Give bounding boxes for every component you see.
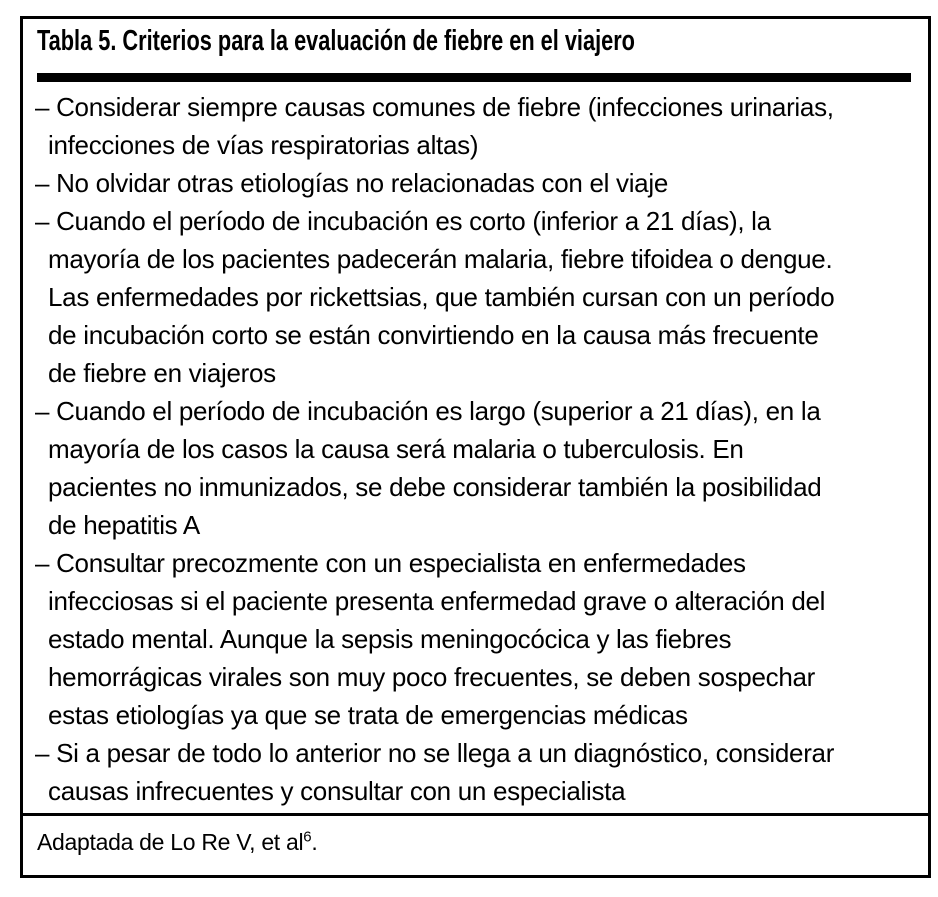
criteria-line: hemorrágicas virales son muy poco frecuentes, se deben sospechar (48, 662, 815, 692)
criteria-line: de fiebre en viajeros (48, 358, 276, 388)
criteria-item (35, 164, 924, 202)
criteria-line: – Cuando el período de incubación es largo (superior a 21 días), en la (35, 396, 821, 426)
criteria-item (35, 544, 924, 734)
criteria-line: – Consultar precozmente con un especialista en enfermedades (35, 548, 746, 578)
criteria-item (35, 202, 924, 392)
criteria-line: de hepatitis A (48, 510, 200, 540)
criteria-item (35, 88, 924, 164)
criteria-line: – Si a pesar de todo lo anterior no se llega a un diagnóstico, considerar (35, 738, 835, 768)
footnote-text: Adaptada de Lo Re V, et al (37, 829, 304, 855)
criteria-line: – No olvidar otras etiologías no relacionadas con el viaje (35, 168, 668, 198)
criteria-line: estas etiologías ya que se trata de emergencias médicas (48, 700, 688, 730)
criteria-line: Las enfermedades por rickettsias, que también cursan con un período (48, 282, 835, 312)
criteria-list (23, 82, 928, 813)
criteria-line: mayoría de los pacientes padecerán malaria, fiebre tifoidea o dengue. (48, 244, 833, 274)
criteria-item (35, 734, 924, 810)
criteria-line: infecciones de vías respiratorias altas) (48, 130, 479, 160)
criteria-line: mayoría de los casos la causa será malaria o tuberculosis. En (48, 434, 744, 464)
title-rule (37, 73, 911, 82)
footnote-ref: 6 (303, 828, 312, 846)
table-footer (23, 813, 928, 856)
criteria-item (35, 392, 924, 544)
table-title: Tabla 5. Criterios para la evaluación de fiebre en el viajero (37, 25, 635, 57)
criteria-line: – Considerar siempre causas comunes de fiebre (infecciones urinarias, (35, 92, 834, 122)
table-header (23, 19, 928, 82)
criteria-line: de incubación corto se están convirtiendo en la causa más frecuente (48, 320, 819, 350)
criteria-line: – Cuando el período de incubación es corto (inferior a 21 días), la (35, 206, 771, 236)
criteria-line: causas infrecuentes y consultar con un especialista (48, 776, 626, 806)
criteria-line: infecciosas si el paciente presenta enfermedad grave o alteración del (48, 586, 826, 616)
table-5-container (20, 16, 931, 878)
criteria-line: estado mental. Aunque la sepsis meningocócica y las fiebres (48, 624, 732, 654)
criteria-line: pacientes no inmunizados, se debe considerar también la posibilidad (48, 472, 822, 502)
footnote-period: . (311, 829, 318, 855)
